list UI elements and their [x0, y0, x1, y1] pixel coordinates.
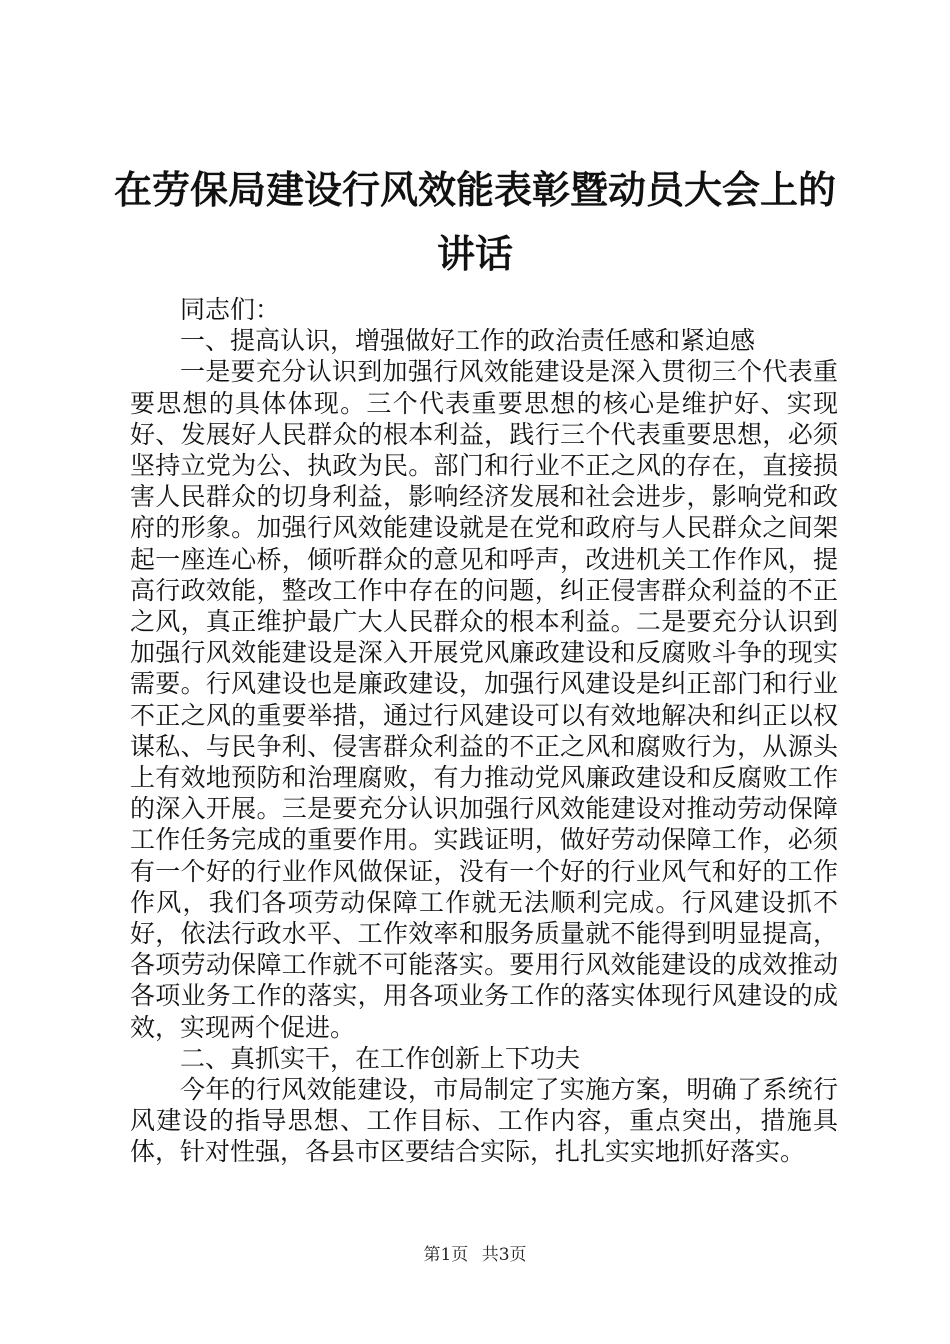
page-number: 第1页 [423, 1245, 469, 1265]
body-paragraph-1: 一是要充分认识到加强行风效能建设是深入贯彻三个代表重要思想的具体体现。三个代表重要思想的核心是维护好、实现好、发展好人民群众的根本利益，践行三个代表重要思想，必须坚持立党为公、执政为民。部门和行业不正之风的存在，直接损害人民群众的切身利益，影响经济发展和社会进步，影响党和政府的形象。加强行风效能建设就是在党和政府与人民群众之间架起一座连心桥，倾听群众的意见和呼声，改进机关工作作风，提高行政效能，整改工作中存在的问题，纠正侵害群众利益的不正之风，真正维护最广大人民群众的根本利益。二是要充分认识到加强行风效能建设是深入开展党风廉政建设和反腐败斗争的现实需要。行风建设也是廉政建设，加强行风建设是纠正部门和行业不正之风的重要举措，通过行风建设可以有效地解决和纠正以权谋私、与民争利、侵害群众利益的不正之风和腐败行为，从源头上有效地预防和治理腐败，有力推动党风廉政建设和反腐败工作的深入开展。三是要充分认识加强行风效能建设对推动劳动保障工作任务完成的重要作用。实践证明，做好劳动保障工作，必须有一个好的行业作风做保证，没有一个好的行业风气和好的工作作风，我们各项劳动保障工作就无法顺利完成。行风建设抓不好，依法行政水平、工作效率和服务质量就不能得到明显提高，各项劳动保障工作就不可能落实。要用行风效能建设的成效推动各项业务工作的落实，用各项业务工作的落实体现行风建设的成效，实现两个促进。 [130, 357, 838, 1042]
document-body [130, 294, 838, 1168]
section-heading-2: 二、真抓实干，在工作创新上下功夫 [180, 1043, 581, 1073]
section-heading-1: 一、提高认识，增强做好工作的政治责任感和紧迫感 [180, 326, 756, 356]
salutation: 同志们： [180, 295, 281, 324]
page-total: 共3页 [481, 1245, 527, 1265]
body-paragraph-2: 今年的行风效能建设，市局制定了实施方案，明确了系统行风建设的指导思想、工作目标、工作内容，重点突出，措施具体，针对性强，各县市区要结合实际，扎扎实实地抓好落实。 [130, 1075, 838, 1167]
document-title: 在劳保局建设行风效能表彰暨动员大会上的讲话 [113, 167, 836, 276]
page-footer [0, 1243, 950, 1267]
